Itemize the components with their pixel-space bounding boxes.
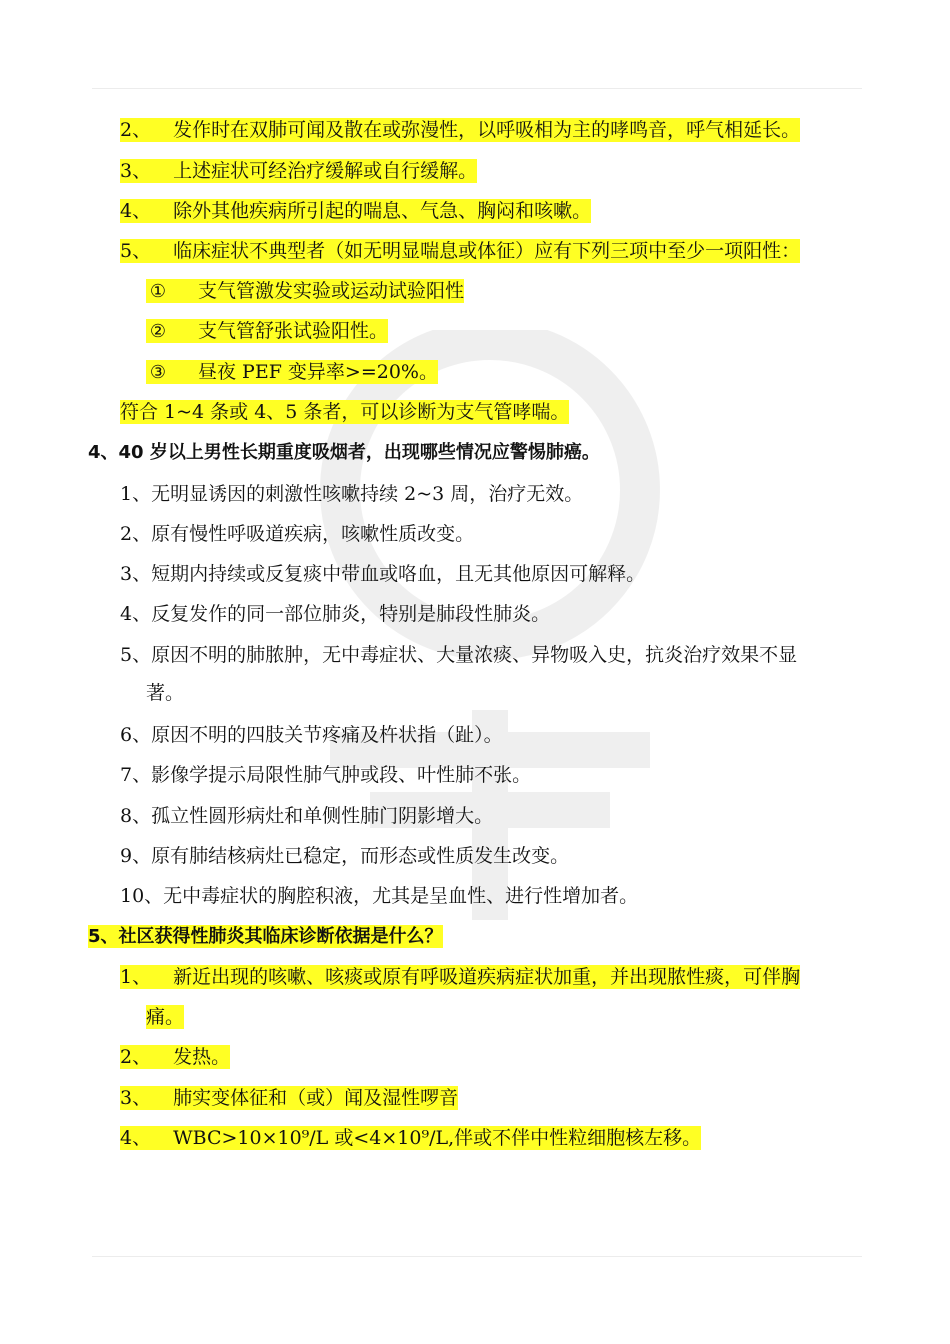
item-text: 新近出现的咳嗽、咳痰或原有呼吸道疾病症状加重，并出现脓性痰，可伴胸	[173, 966, 801, 988]
asthma-item-4	[120, 196, 591, 226]
lung-cancer-item: 1、无明显诱因的刺激性咳嗽持续 2~3 周，治疗无效。	[120, 483, 584, 505]
item-number: 4、	[120, 1127, 152, 1149]
circled-number: ②	[149, 321, 167, 342]
asthma-subitem-1	[146, 276, 464, 306]
asthma-conclusion	[120, 397, 569, 427]
item-number: 3、	[120, 160, 152, 182]
item-number: 3、	[120, 1087, 152, 1109]
lung-cancer-item: 2、原有慢性呼吸道疾病，咳嗽性质改变。	[120, 523, 475, 545]
subitem-text: 支气管舒张试验阳性。	[198, 320, 389, 342]
pneumonia-item-4	[120, 1123, 701, 1153]
lung-cancer-item: 8、孤立性圆形病灶和单侧性肺门阴影增大。	[120, 805, 494, 827]
item-number: 4、	[120, 200, 152, 222]
item-text: 发热。	[173, 1046, 231, 1068]
lung-cancer-item: 7、影像学提示局限性肺气肿或段、叶性肺不张。	[120, 764, 532, 786]
item-text: 发作时在双肺可闻及散在或弥漫性，以呼吸相为主的哮鸣音，呼气相延长。	[173, 119, 801, 141]
circled-number: ③	[149, 362, 167, 383]
subitem-text: 支气管激发实验或运动试验阳性	[198, 280, 465, 302]
header-rule	[92, 88, 862, 89]
item-number: 5、	[120, 240, 152, 262]
lung-cancer-item: 9、原有肺结核病灶已稳定，而形态或性质发生改变。	[120, 845, 570, 867]
asthma-item-5	[120, 236, 800, 266]
lung-cancer-item: 5、原因不明的肺脓肿，无中毒症状、大量浓痰、异物吸入史，抗炎治疗效果不显	[120, 644, 798, 666]
item-text: WBC>10×10⁹/L 或<4×10⁹/L,伴或不伴中性粒细胞核左移。	[173, 1127, 702, 1149]
lung-cancer-heading: 4、40 岁以上男性长期重度吸烟者，出现哪些情况应警惕肺癌。	[88, 442, 600, 463]
item-text: 除外其他疾病所引起的喘息、气急、胸闷和咳嗽。	[173, 200, 592, 222]
pneumonia-heading	[88, 922, 443, 952]
pneumonia-item-2	[120, 1042, 230, 1072]
subitem-text: 昼夜 PEF 变异率>=20%。	[198, 361, 438, 383]
item-number: 1、	[120, 966, 152, 988]
pneumonia-item-3	[120, 1083, 458, 1113]
asthma-subitem-3	[146, 357, 438, 387]
item-text: 肺实变体征和（或）闻及湿性啰音	[173, 1087, 459, 1109]
lung-cancer-item-continued: 著。	[146, 682, 185, 704]
asthma-item-3	[120, 156, 477, 186]
item-text: 临床症状不典型者（如无明显喘息或体征）应有下列三项中至少一项阳性：	[173, 240, 801, 262]
item-text: 痛。	[146, 1006, 185, 1028]
item-text: 上述症状可经治疗缓解或自行缓解。	[173, 160, 478, 182]
footer-rule	[92, 1256, 862, 1257]
lung-cancer-item: 4、反复发作的同一部位肺炎，特别是肺段性肺炎。	[120, 603, 551, 625]
lung-cancer-item: 3、短期内持续或反复痰中带血或咯血，且无其他原因可解释。	[120, 563, 646, 585]
conclusion-text: 符合 1~4 条或 4、5 条者，可以诊断为支气管哮喘。	[120, 401, 570, 423]
circled-number: ①	[149, 281, 167, 302]
item-number: 2、	[120, 119, 152, 141]
asthma-item-2	[120, 115, 800, 145]
heading-text: 5、社区获得性肺炎其临床诊断依据是什么？	[88, 926, 443, 947]
pneumonia-item-1-continued	[146, 1002, 184, 1032]
item-number: 2、	[120, 1046, 152, 1068]
lung-cancer-item: 10、无中毒症状的胸腔积液，尤其是呈血性、进行性增加者。	[120, 885, 639, 907]
asthma-subitem-2	[146, 316, 388, 346]
pneumonia-item-1	[120, 962, 800, 992]
lung-cancer-item: 6、原因不明的四肢关节疼痛及杵状指（趾）。	[120, 724, 503, 746]
